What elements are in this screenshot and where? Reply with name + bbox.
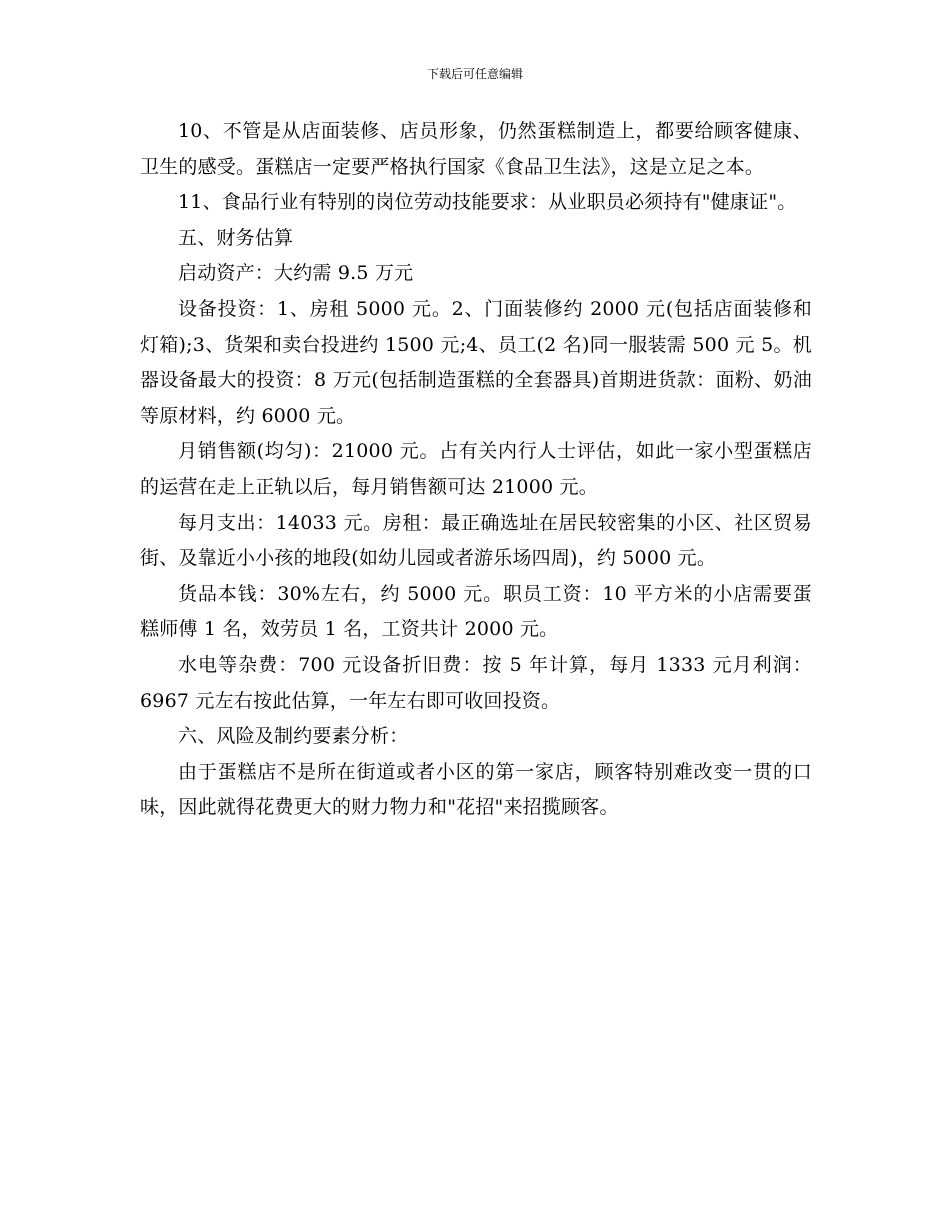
paragraph-risk-analysis: 由于蛋糕店不是所在街道或者小区的第一家店，顾客特别难改变一贯的口味，因此就得花费更大的财力物力和"花招"来招揽顾客。 [140, 760, 812, 819]
page-header: 下载后可任意编辑 [426, 67, 523, 81]
paragraph-goods-cost: 货品本钱：30%左右，约 5000 元。职员工资：10 平方米的小店需要蛋糕师傅 1 名，效劳员 1 名，工资共计 2000 元。 [140, 582, 812, 641]
document-body [140, 114, 812, 826]
paragraph-health-certificate: 11、食品行业有特别的岗位劳动技能要求：从业职员必须持有"健康证"。 [178, 191, 797, 214]
paragraph-hygiene: 10、不管是从店面装修、店员形象，仍然蛋糕制造上，都要给顾客健康、卫生的感受。蛋糕店一定要严格执行国家《食品卫生法》，这是立足之本。 [140, 120, 812, 178]
section-heading-finance: 五、财务估算 [178, 226, 294, 249]
paragraph-equipment-investment: 设备投资：1、房租 5000 元。2、门面装修约 2000 元(包括店面装修和灯箱);3、货架和卖台投进约 1500 元;4、员工(2 名)同一服装需 500 元 5。机器设备最大的投资：8 万元(包括制造蛋糕的全套器具)首期进货款：面粉、奶油等原材料，约 6000 元。 [140, 297, 812, 427]
paragraph-utilities-profit: 水电等杂费：700 元设备折旧费：按 5 年计算，每月 1333 元月利润：6967 元左右按此估算，一年左右即可收回投资。 [140, 653, 812, 712]
section-heading-risk: 六、风险及制约要素分析： [178, 725, 409, 748]
paragraph-monthly-sales: 月销售额(均匀)：21000 元。占有关内行人士评估，如此一家小型蛋糕店的运营在走上正轨以后，每月销售额可达 21000 元。 [140, 440, 812, 498]
paragraph-monthly-expenses: 每月支出：14033 元。房租：最正确选址在居民较密集的小区、社区贸易街、及靠近小小孩的地段(如幼儿园或者游乐场四周)，约 5000 元。 [140, 511, 812, 570]
paragraph-startup-capital: 启动资产：大约需 9.5 万元 [178, 262, 414, 285]
